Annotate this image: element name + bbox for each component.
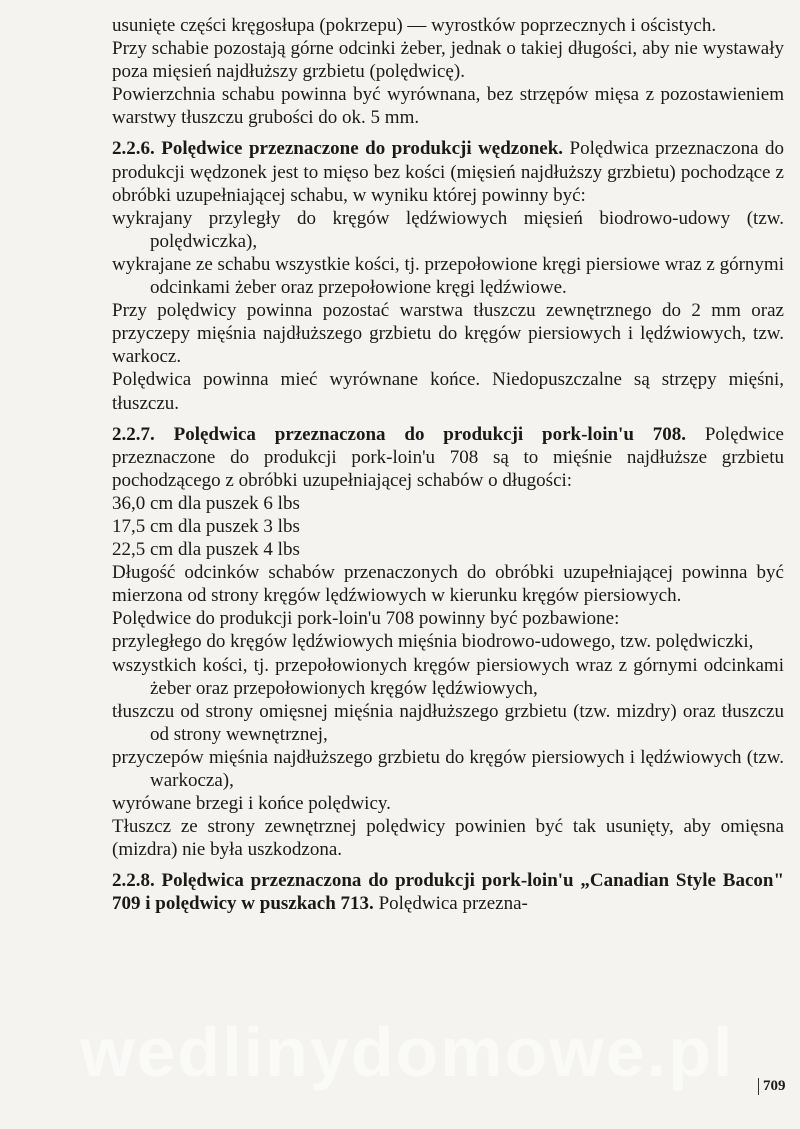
paragraph: Tłuszcz ze strony zewnętrznej polędwicy powinien być tak usunięty, aby omięsna (mizdra) nie była uszkodzona. [112,816,784,861]
page-number: 709 [758,1078,786,1095]
section-heading: 2.2.6. Polędwice przeznaczone do produkcji wędzonek. [112,138,564,160]
length-line: 22,5 cm dla puszek 4 lbs [112,539,300,561]
list-item: tłuszczu od strony omięsnej mięśnia najdłuższego grzbietu (tzw. mizdry) oraz tłuszczu od strony wewnętrznej, [112,700,784,745]
paragraph: Polędwica powinna mieć wyrównane końce. Niedopuszczalne są strzępy mięśni, tłuszczu. [112,369,784,414]
paragraph: Przy schabie pozostają górne odcinki żeber, jednak o takiej długości, aby nie wystawały poza mięsień najdłuższy grzbietu (polędwicę). [112,38,784,83]
length-line: 17,5 cm dla puszek 3 lbs [112,515,300,537]
list-item: wyrówane brzegi i końce polędwicy. [112,793,391,815]
section-2-2-6 [112,137,784,206]
section-heading: 2.2.8. Polędwica przeznaczona do produkcji pork-loin'u „Canadian Style Bacon" 709 i polędwicy w puszkach 713. [112,870,784,915]
paragraph: Polędwica przeznaczona do produkcji wędzonek jest to mięso bez kości (mięsień najdłuższy grzbietu) pochodzące z obróbki uzupełniającej schabu, w wyniku której powinny być: [112,138,785,206]
list-item: przyległego do kręgów lędźwiowych mięśnia biodrowo-udowego, tzw. polędwiczki, [112,631,754,653]
document-page [112,14,784,916]
paragraph: Polędwice przeznaczone do produkcji pork-loin'u 708 są to mięśnie najdłuższe grzbietu pochodzącego z obróbki uzupełniającej schabów o długości: [112,423,784,491]
watermark: wedlinydomowe.pl [80,1013,735,1091]
list-item: przyczepów mięśnia najdłuższego grzbietu do kręgów piersiowych i lędźwiowych (tzw. warkocza), [112,746,784,791]
paragraph: usunięte części kręgosłupa (pokrzepu) — wyrostków poprzecznych i ościstych. [112,15,717,36]
paragraph: Polędwice do produkcji pork-loin'u 708 powinny być pozbawione: [112,608,620,630]
paragraph: Powierzchnia schabu powinna być wyrównana, bez strzępów mięsa z pozostawieniem warstwy tłuszczu grubości do ok. 5 mm. [112,84,784,129]
paragraph: Polędwica przezna- [378,893,528,915]
paragraph: Przy polędwicy powinna pozostać warstwa tłuszczu zewnętrznego do 2 mm oraz przyczepy mięśnia najdłuższego grzbietu do kręgów piersiowych i lędźwiowych, tzw. warkocz. [112,300,784,368]
section-2-2-7 [112,423,784,492]
section-2-2-8 [112,869,784,915]
list-item: wszystkich kości, tj. przepołowionych kręgów piersiowych wraz z górnymi odcinkami żeber oraz przepołowionych kręgów lędźwiowych, [112,654,784,699]
list-item: wykrajane ze schabu wszystkie kości, tj. przepołowione kręgi piersiowe wraz z górnymi odcinkami żeber oraz przepołowione kręgi lędźwiowe. [112,253,784,299]
length-line: 36,0 cm dla puszek 6 lbs [112,492,300,514]
section-heading: 2.2.7. Polędwica przeznaczona do produkcji pork-loin'u 708. [112,423,686,445]
list-item: wykrajany przyległy do kręgów lędźwiowych mięsień biodrowo-udowy (tzw. polędwiczka), [112,207,784,252]
paragraph: Długość odcinków schabów przenaczonych do obróbki uzupełniającej powinna być mierzona od strony kręgów lędźwiowych w kierunku kręgów piersiowych. [112,562,784,607]
